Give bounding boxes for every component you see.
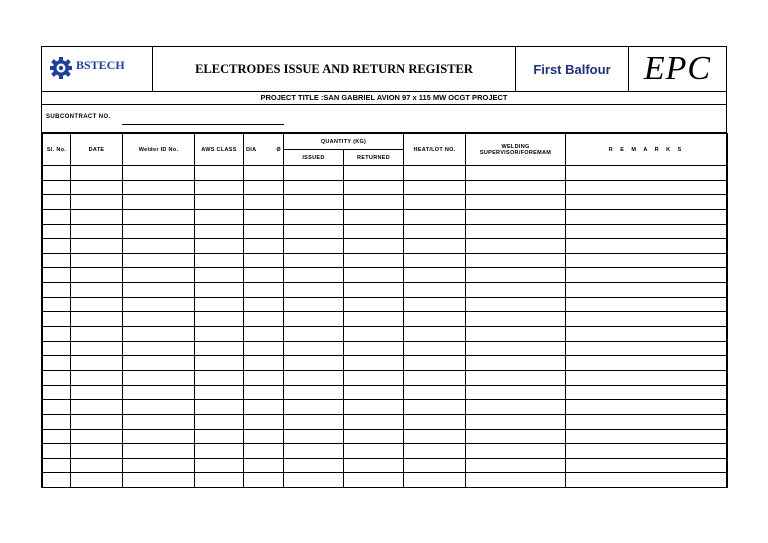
table-cell[interactable] xyxy=(466,312,566,327)
table-cell[interactable] xyxy=(284,327,344,342)
col-date: DATE xyxy=(71,134,123,166)
table-cell[interactable] xyxy=(123,224,195,239)
table-cell[interactable] xyxy=(43,429,71,444)
table-cell[interactable] xyxy=(123,356,195,371)
table-cell[interactable] xyxy=(195,297,244,312)
table-cell[interactable] xyxy=(404,341,466,356)
table-cell[interactable] xyxy=(244,370,284,385)
table-cell[interactable] xyxy=(566,268,728,283)
gear-icon xyxy=(48,57,78,79)
col-dia-unit: Ø xyxy=(276,146,281,153)
table-cell[interactable] xyxy=(404,370,466,385)
table-cell[interactable] xyxy=(244,341,284,356)
company-logo-text: First Balfour xyxy=(516,47,629,91)
table-cell[interactable] xyxy=(195,239,244,254)
table-cell[interactable] xyxy=(195,180,244,195)
table-cell[interactable] xyxy=(344,341,404,356)
table-cell[interactable] xyxy=(344,224,404,239)
table-cell[interactable] xyxy=(71,209,123,224)
table-cell[interactable] xyxy=(344,195,404,210)
table-cell[interactable] xyxy=(244,473,284,488)
table-cell[interactable] xyxy=(71,400,123,415)
table-row xyxy=(43,414,728,429)
table-cell[interactable] xyxy=(404,414,466,429)
table-cell[interactable] xyxy=(404,268,466,283)
table-cell[interactable] xyxy=(466,400,566,415)
table-cell[interactable] xyxy=(404,297,466,312)
table-cell[interactable] xyxy=(404,283,466,298)
table-row xyxy=(43,385,728,400)
table-cell[interactable] xyxy=(43,458,71,473)
table-cell[interactable] xyxy=(43,253,71,268)
table-cell[interactable] xyxy=(284,239,344,254)
col-remarks: R E M A R K S xyxy=(566,134,728,166)
header-row xyxy=(42,47,726,92)
table-cell[interactable] xyxy=(43,414,71,429)
table-cell[interactable] xyxy=(71,473,123,488)
table-cell[interactable] xyxy=(71,327,123,342)
table-row xyxy=(43,297,728,312)
table-cell[interactable] xyxy=(43,297,71,312)
table-cell[interactable] xyxy=(195,400,244,415)
project-title: PROJECT TITLE :SAN GABRIEL AVION 97 x 115 MW OCGT PROJECT xyxy=(42,91,726,105)
table-cell[interactable] xyxy=(566,312,728,327)
table-row xyxy=(43,239,728,254)
table-cell[interactable] xyxy=(284,444,344,459)
table-cell[interactable] xyxy=(195,341,244,356)
table-cell[interactable] xyxy=(466,297,566,312)
table-cell[interactable] xyxy=(466,356,566,371)
table-cell[interactable] xyxy=(284,458,344,473)
table-row xyxy=(43,341,728,356)
table-cell[interactable] xyxy=(123,429,195,444)
table-cell[interactable] xyxy=(466,385,566,400)
table-cell[interactable] xyxy=(466,166,566,181)
table-cell[interactable] xyxy=(43,224,71,239)
table-cell[interactable] xyxy=(404,385,466,400)
table-cell[interactable] xyxy=(195,312,244,327)
table-cell[interactable] xyxy=(466,253,566,268)
col-dia xyxy=(244,134,284,166)
table-row xyxy=(43,444,728,459)
table-cell[interactable] xyxy=(404,458,466,473)
table-cell[interactable] xyxy=(123,180,195,195)
table-cell[interactable] xyxy=(566,239,728,254)
table-cell[interactable] xyxy=(195,268,244,283)
table-cell[interactable] xyxy=(123,268,195,283)
table-cell[interactable] xyxy=(284,414,344,429)
table-cell[interactable] xyxy=(123,283,195,298)
table-cell[interactable] xyxy=(195,253,244,268)
col-welding-supervisor xyxy=(466,134,566,166)
table-cell[interactable] xyxy=(43,327,71,342)
table-row xyxy=(43,473,728,488)
table-cell[interactable] xyxy=(244,268,284,283)
table-cell[interactable] xyxy=(344,283,404,298)
col-sl-no: Sl. No. xyxy=(43,134,71,166)
table-cell[interactable] xyxy=(71,239,123,254)
col-dia-label: DIA xyxy=(246,146,257,153)
table-cell[interactable] xyxy=(344,166,404,181)
table-cell[interactable] xyxy=(123,312,195,327)
table-cell[interactable] xyxy=(284,400,344,415)
table-cell[interactable] xyxy=(244,209,284,224)
table-cell[interactable] xyxy=(404,253,466,268)
table-cell[interactable] xyxy=(71,195,123,210)
table-cell[interactable] xyxy=(566,297,728,312)
table-cell[interactable] xyxy=(284,473,344,488)
table-cell[interactable] xyxy=(43,370,71,385)
col-aws-class: AWS CLASS xyxy=(195,134,244,166)
table-row xyxy=(43,209,728,224)
table-cell[interactable] xyxy=(566,356,728,371)
col-welding-line2: SUPERVISOR/FOREMAM xyxy=(479,149,552,156)
table-cell[interactable] xyxy=(195,209,244,224)
table-cell[interactable] xyxy=(344,370,404,385)
table-cell[interactable] xyxy=(244,356,284,371)
table-cell[interactable] xyxy=(43,239,71,254)
table-cell[interactable] xyxy=(566,385,728,400)
table-cell[interactable] xyxy=(566,327,728,342)
table-cell[interactable] xyxy=(123,370,195,385)
table-cell[interactable] xyxy=(71,283,123,298)
table-cell[interactable] xyxy=(71,166,123,181)
table-cell[interactable] xyxy=(71,385,123,400)
table-cell[interactable] xyxy=(43,341,71,356)
table-cell[interactable] xyxy=(284,429,344,444)
table-cell[interactable] xyxy=(566,195,728,210)
table-cell[interactable] xyxy=(123,327,195,342)
table-cell[interactable] xyxy=(71,224,123,239)
table-cell[interactable] xyxy=(195,224,244,239)
table-cell[interactable] xyxy=(566,341,728,356)
table-cell[interactable] xyxy=(566,414,728,429)
table-cell[interactable] xyxy=(284,341,344,356)
table-cell[interactable] xyxy=(466,195,566,210)
table-cell[interactable] xyxy=(244,253,284,268)
table-cell[interactable] xyxy=(284,209,344,224)
table-cell[interactable] xyxy=(123,166,195,181)
table-cell[interactable] xyxy=(566,444,728,459)
table-cell[interactable] xyxy=(195,327,244,342)
table-cell[interactable] xyxy=(566,473,728,488)
table-row xyxy=(43,166,728,181)
table-cell[interactable] xyxy=(195,444,244,459)
table-cell[interactable] xyxy=(404,224,466,239)
table-cell[interactable] xyxy=(466,239,566,254)
table-cell[interactable] xyxy=(244,327,284,342)
table-row xyxy=(43,283,728,298)
table-cell[interactable] xyxy=(43,180,71,195)
table-cell[interactable] xyxy=(244,239,284,254)
table-cell[interactable] xyxy=(71,414,123,429)
table-cell[interactable] xyxy=(566,253,728,268)
table-cell[interactable] xyxy=(244,283,284,298)
table-row xyxy=(43,268,728,283)
table-cell[interactable] xyxy=(195,414,244,429)
table-cell[interactable] xyxy=(195,283,244,298)
table-cell[interactable] xyxy=(43,209,71,224)
table-cell[interactable] xyxy=(244,195,284,210)
table-cell[interactable] xyxy=(71,429,123,444)
table-row xyxy=(43,327,728,342)
table-cell[interactable] xyxy=(404,209,466,224)
table-cell[interactable] xyxy=(466,341,566,356)
table-cell[interactable] xyxy=(404,444,466,459)
table-cell[interactable] xyxy=(344,356,404,371)
table-cell[interactable] xyxy=(123,341,195,356)
table-cell[interactable] xyxy=(466,414,566,429)
bstech-logo xyxy=(42,47,153,91)
table-cell[interactable] xyxy=(284,166,344,181)
table-cell[interactable] xyxy=(344,327,404,342)
table-row xyxy=(43,458,728,473)
table-cell[interactable] xyxy=(466,370,566,385)
table-cell[interactable] xyxy=(244,444,284,459)
table-cell[interactable] xyxy=(123,209,195,224)
table-cell[interactable] xyxy=(43,385,71,400)
table-cell[interactable] xyxy=(244,180,284,195)
table-cell[interactable] xyxy=(244,312,284,327)
table-cell[interactable] xyxy=(404,327,466,342)
table-cell[interactable] xyxy=(71,356,123,371)
logo-text: BSTECH xyxy=(76,57,125,72)
table-cell[interactable] xyxy=(344,268,404,283)
table-row xyxy=(43,312,728,327)
table-cell[interactable] xyxy=(466,283,566,298)
table-cell[interactable] xyxy=(344,239,404,254)
table-cell[interactable] xyxy=(43,473,71,488)
table-cell[interactable] xyxy=(284,283,344,298)
table-cell[interactable] xyxy=(344,414,404,429)
table-cell[interactable] xyxy=(195,166,244,181)
table-cell[interactable] xyxy=(344,209,404,224)
table-cell[interactable] xyxy=(404,429,466,444)
table-cell[interactable] xyxy=(71,180,123,195)
table-cell[interactable] xyxy=(195,356,244,371)
table-row xyxy=(43,356,728,371)
col-issued: ISSUED xyxy=(284,150,344,166)
table-cell[interactable] xyxy=(123,473,195,488)
table-cell[interactable] xyxy=(43,268,71,283)
table-cell[interactable] xyxy=(284,268,344,283)
table-cell[interactable] xyxy=(195,473,244,488)
register-title: ELECTRODES ISSUE AND RETURN REGISTER xyxy=(153,47,516,91)
table-cell[interactable] xyxy=(566,370,728,385)
col-quantity: QUANTITY (KG) xyxy=(284,134,404,150)
table-cell[interactable] xyxy=(43,444,71,459)
table-cell[interactable] xyxy=(123,253,195,268)
register-rows xyxy=(43,166,728,488)
table-cell[interactable] xyxy=(244,414,284,429)
table-cell[interactable] xyxy=(195,385,244,400)
table-row xyxy=(43,224,728,239)
table-cell[interactable] xyxy=(71,253,123,268)
table-cell[interactable] xyxy=(71,444,123,459)
table-cell[interactable] xyxy=(344,253,404,268)
table-cell[interactable] xyxy=(404,239,466,254)
table-cell[interactable] xyxy=(466,268,566,283)
table-cell[interactable] xyxy=(123,239,195,254)
table-cell[interactable] xyxy=(195,195,244,210)
table-cell[interactable] xyxy=(344,180,404,195)
table-cell[interactable] xyxy=(344,473,404,488)
table-cell[interactable] xyxy=(404,400,466,415)
table-cell[interactable] xyxy=(284,370,344,385)
table-cell[interactable] xyxy=(404,473,466,488)
table-cell[interactable] xyxy=(71,268,123,283)
table-cell[interactable] xyxy=(43,283,71,298)
table-cell[interactable] xyxy=(284,195,344,210)
table-row xyxy=(43,195,728,210)
table-cell[interactable] xyxy=(71,370,123,385)
table-cell[interactable] xyxy=(244,297,284,312)
table-cell[interactable] xyxy=(344,297,404,312)
table-cell[interactable] xyxy=(344,385,404,400)
table-cell[interactable] xyxy=(43,400,71,415)
table-cell[interactable] xyxy=(123,414,195,429)
table-cell[interactable] xyxy=(284,253,344,268)
table-row xyxy=(43,400,728,415)
table-cell[interactable] xyxy=(344,429,404,444)
table-cell[interactable] xyxy=(566,458,728,473)
table-cell[interactable] xyxy=(71,312,123,327)
table-cell[interactable] xyxy=(244,429,284,444)
col-welding-line1: WELDING xyxy=(501,143,530,150)
table-cell[interactable] xyxy=(43,312,71,327)
table-cell[interactable] xyxy=(71,297,123,312)
col-heat-lot: HEAT/LOT NO. xyxy=(404,134,466,166)
table-cell[interactable] xyxy=(123,195,195,210)
table-cell[interactable] xyxy=(71,458,123,473)
subcontract-field[interactable] xyxy=(122,124,284,125)
table-cell[interactable] xyxy=(244,224,284,239)
table-cell[interactable] xyxy=(466,180,566,195)
table-cell[interactable] xyxy=(284,356,344,371)
table-cell[interactable] xyxy=(344,458,404,473)
table-cell[interactable] xyxy=(404,356,466,371)
table-cell[interactable] xyxy=(43,195,71,210)
subcontract-label: SUBCONTRACT NO. xyxy=(46,114,111,120)
table-cell[interactable] xyxy=(404,180,466,195)
table-row xyxy=(43,253,728,268)
table-cell[interactable] xyxy=(71,341,123,356)
table-cell[interactable] xyxy=(123,400,195,415)
table-cell[interactable] xyxy=(566,429,728,444)
table-row xyxy=(43,370,728,385)
table-row xyxy=(43,180,728,195)
table-cell[interactable] xyxy=(404,195,466,210)
table-cell[interactable] xyxy=(466,473,566,488)
table-cell[interactable] xyxy=(244,385,284,400)
table-cell[interactable] xyxy=(244,166,284,181)
table-row xyxy=(43,429,728,444)
table-cell[interactable] xyxy=(566,283,728,298)
table-cell[interactable] xyxy=(344,444,404,459)
table-cell[interactable] xyxy=(244,458,284,473)
table-cell[interactable] xyxy=(244,400,284,415)
col-welder-id: Welder ID No. xyxy=(123,134,195,166)
table-cell[interactable] xyxy=(466,444,566,459)
table-cell[interactable] xyxy=(284,224,344,239)
table-cell[interactable] xyxy=(284,180,344,195)
col-returned: RETURNED xyxy=(344,150,404,166)
table-cell[interactable] xyxy=(466,327,566,342)
table-cell[interactable] xyxy=(566,180,728,195)
epc-logo: EPC xyxy=(643,50,712,87)
table-cell[interactable] xyxy=(195,370,244,385)
table-cell[interactable] xyxy=(466,458,566,473)
table-cell[interactable] xyxy=(566,209,728,224)
table-cell[interactable] xyxy=(123,385,195,400)
table-cell[interactable] xyxy=(43,166,71,181)
subcontract-row xyxy=(42,105,726,133)
table-cell[interactable] xyxy=(195,458,244,473)
table-cell[interactable] xyxy=(466,429,566,444)
register-sheet xyxy=(41,46,727,488)
table-cell[interactable] xyxy=(195,429,244,444)
table-cell[interactable] xyxy=(284,385,344,400)
table-cell[interactable] xyxy=(344,400,404,415)
table-cell[interactable] xyxy=(123,297,195,312)
table-cell[interactable] xyxy=(43,356,71,371)
table-cell[interactable] xyxy=(123,444,195,459)
table-cell[interactable] xyxy=(466,224,566,239)
table-cell[interactable] xyxy=(284,312,344,327)
table-cell[interactable] xyxy=(566,166,728,181)
table-cell[interactable] xyxy=(566,224,728,239)
table-cell[interactable] xyxy=(404,312,466,327)
table-cell[interactable] xyxy=(284,297,344,312)
register-table xyxy=(42,133,728,488)
table-cell[interactable] xyxy=(123,458,195,473)
table-cell[interactable] xyxy=(466,209,566,224)
table-cell[interactable] xyxy=(404,166,466,181)
table-cell[interactable] xyxy=(344,312,404,327)
table-cell[interactable] xyxy=(566,400,728,415)
